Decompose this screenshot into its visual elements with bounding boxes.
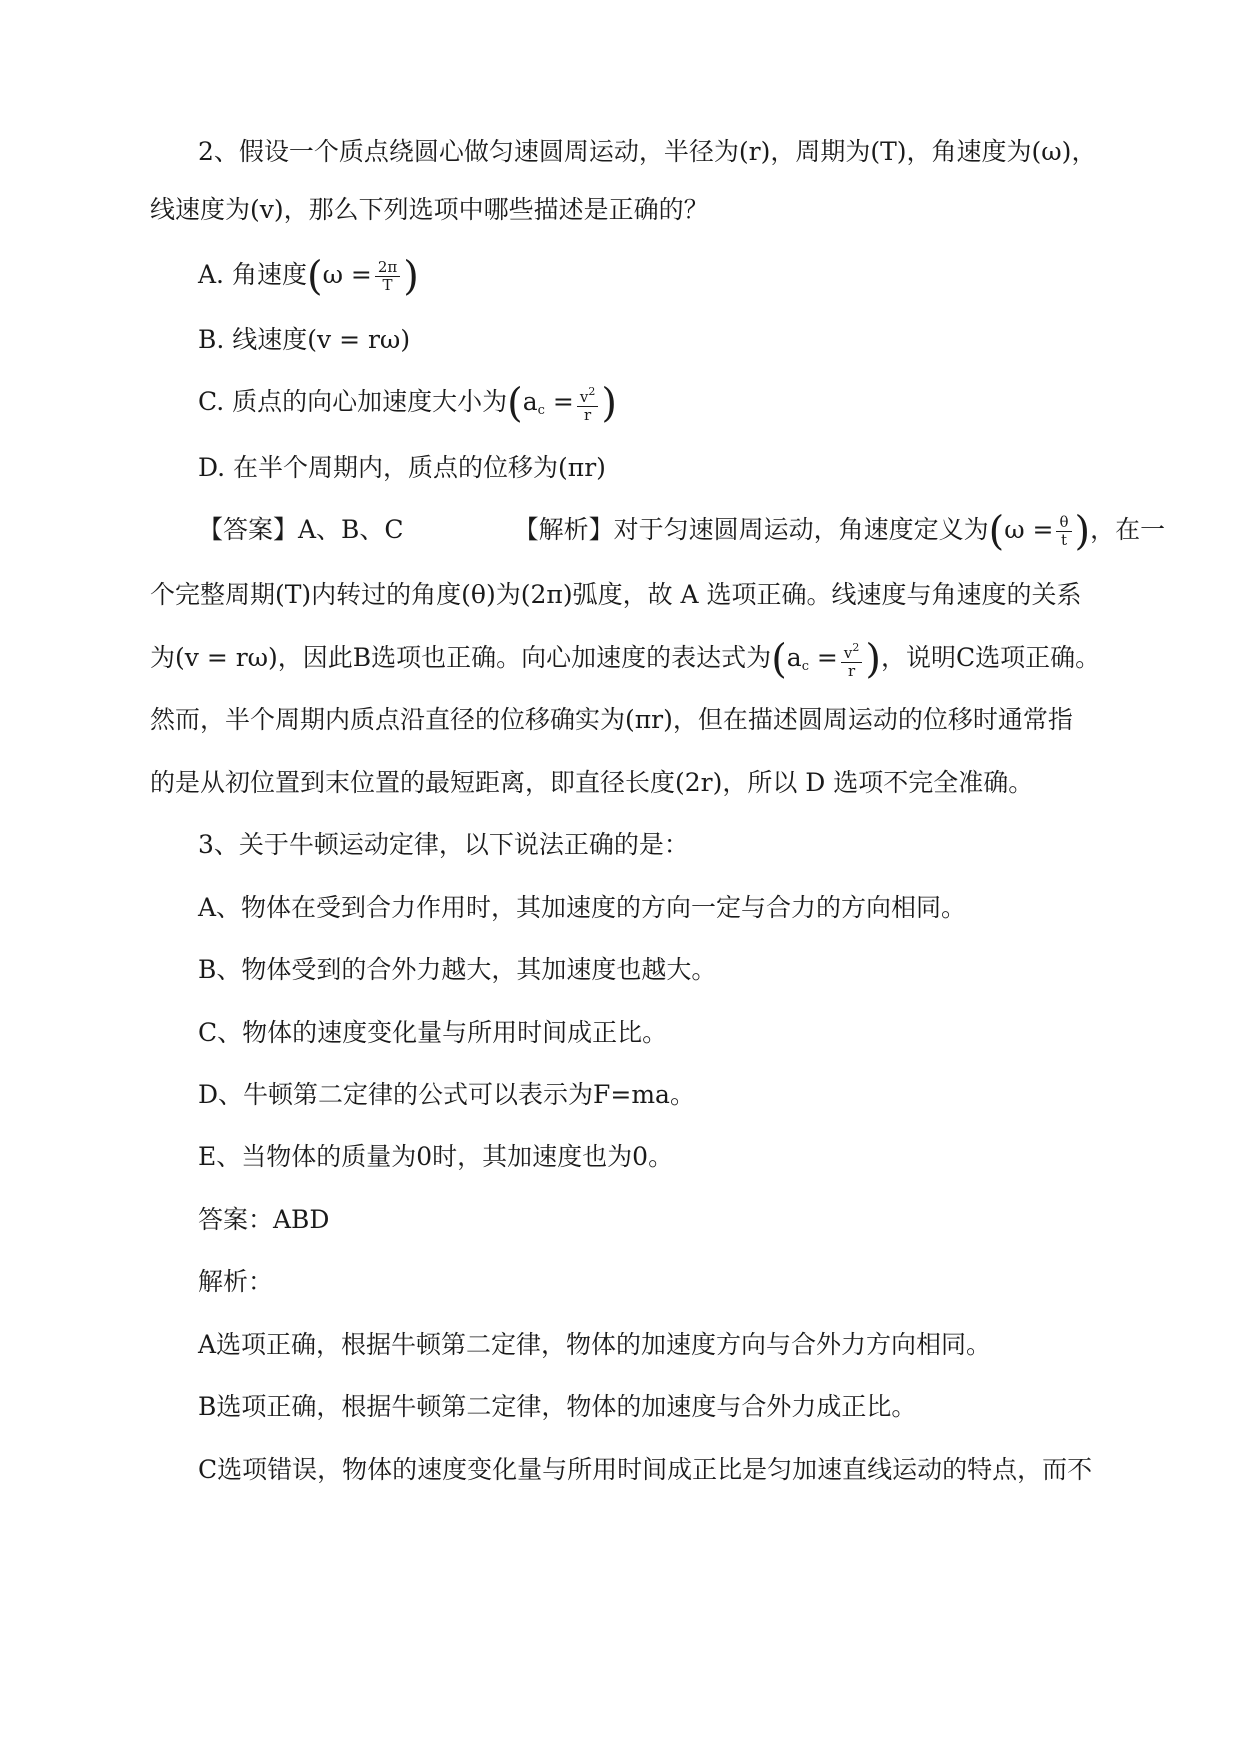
fraction-denominator: r	[848, 662, 856, 680]
analysis-tail: ，在一	[1090, 515, 1166, 544]
q2-analysis-label: 【解析】对于匀速圆周运动，角速度定义为	[513, 515, 989, 544]
q3-analysis-label: 解析：	[198, 1267, 274, 1296]
exponent: 2	[588, 385, 596, 398]
q2-answer-analysis-line1: 【答案】A、B、C 【解析】对于匀速圆周运动，角速度定义为(ω = $\frac{\theta}{t}$ )，在一	[198, 508, 1166, 555]
q3-stem: 3、关于牛顿运动定律，以下说法正确的是：	[198, 830, 689, 859]
q2-analysis-line5: 的是从初位置到末位置的最短距离，即直径长度(2r)，所以 D 选项不完全准确。	[150, 768, 1034, 797]
q2-analysis-line4: 然而，半个周期内质点沿直径的位移确实为(πr)，但在描述圆周运动的位移时通常指	[150, 705, 1073, 734]
q2-option-a-fraction	[375, 259, 400, 294]
q2-option-b: B. 线速度(v = rω)	[198, 325, 411, 354]
q2-option-d: D. 在半个周期内，质点的位移为(πr)	[198, 453, 606, 482]
fraction-numerator: 2π	[375, 259, 400, 277]
q2-option-c: C. 质点的向心加速度大小为($a_c$ = $\frac{v^2}{r}$ )	[198, 380, 617, 427]
fraction-numerator: θ	[1056, 514, 1071, 532]
q2-analysis-line3: 为(v = rω)，因此B选项也正确。向心加速度的表达式为($a_c$ = $\frac{v^2}{r}$ )，说明C选项正确。	[150, 636, 1101, 683]
q3-option-b: B、物体受到的合外力越大，其加速度也越大。	[198, 955, 717, 984]
q2-stem-line1: 2、假设一个质点绕圆心做匀速圆周运动，半径为(r)，周期为(T)，角速度为(ω)，	[198, 137, 1097, 166]
equals-sign: =	[808, 643, 838, 672]
q2-option-a-label: A. 角速度	[198, 260, 307, 289]
fraction-denominator: r	[584, 406, 592, 424]
q3-explanation-c: C选项错误，物体的速度变化量与所用时间成正比是匀加速直线运动的特点，而不	[198, 1455, 1093, 1484]
q2-option-a-lhs: ω =	[322, 260, 372, 289]
q2-analysis-accel-fraction	[841, 639, 862, 680]
velocity-symbol: v	[579, 388, 589, 406]
accel-subscript: c	[801, 659, 809, 674]
q2-option-c-fraction	[577, 383, 598, 424]
fraction-numerator	[841, 639, 862, 663]
q3-option-c: C、物体的速度变化量与所用时间成正比。	[198, 1018, 668, 1047]
analysis-line3-end: ，说明C选项正确。	[880, 643, 1101, 672]
q3-answer: 答案：ABD	[198, 1205, 330, 1234]
accel-symbol: a	[786, 643, 802, 672]
q2-option-a: A. 角速度(ω = $\frac{2\pi}{T}$ )	[198, 253, 419, 300]
fraction-denominator: t	[1060, 531, 1067, 549]
analysis-line3-start: 为(v = rω)，因此B选项也正确。向心加速度的表达式为	[150, 643, 772, 672]
exponent: 2	[852, 641, 860, 654]
q2-stem-line2: 线速度为(v)，那么下列选项中哪些描述是正确的？	[150, 195, 709, 224]
q2-option-c-label: C. 质点的向心加速度大小为	[198, 387, 508, 416]
omega-lhs: ω =	[1004, 515, 1054, 544]
q3-option-d: D、牛顿第二定律的公式可以表示为F=ma。	[198, 1080, 695, 1109]
q2-analysis-line2: 个完整周期(T)内转过的角度(θ)为(2π)弧度，故 A 选项正确。线速度与角速度的关系	[150, 580, 1082, 609]
q3-option-a: A、物体在受到合力作用时，其加速度的方向一定与合力的方向相同。	[198, 893, 967, 922]
velocity-symbol: v	[843, 644, 853, 662]
accel-symbol: a	[522, 387, 538, 416]
accel-subscript: c	[537, 403, 545, 418]
q2-answer: 【答案】A、B、C	[198, 515, 404, 544]
q3-explanation-b: B选项正确，根据牛顿第二定律，物体的加速度与合外力成正比。	[198, 1392, 917, 1421]
q2-analysis-fraction	[1056, 514, 1071, 549]
equals-sign: =	[544, 387, 574, 416]
fraction-denominator: T	[382, 276, 393, 294]
fraction-numerator	[577, 383, 598, 407]
q3-option-e: E、当物体的质量为0时，其加速度也为0。	[198, 1142, 674, 1171]
q3-explanation-a: A选项正确，根据牛顿第二定律，物体的加速度方向与合外力方向相同。	[198, 1330, 992, 1359]
